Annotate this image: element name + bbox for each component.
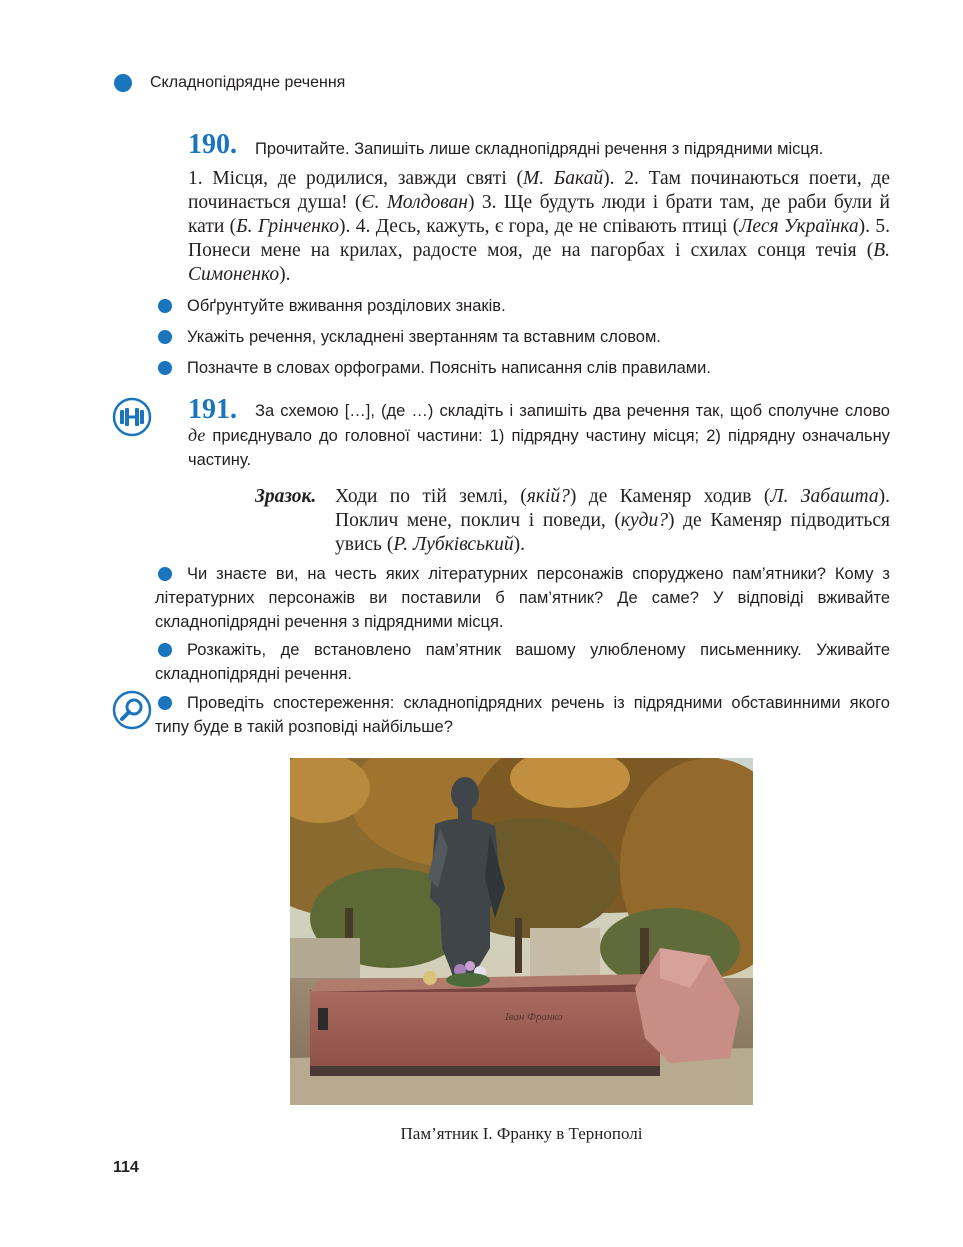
task-bullet-2: Укажіть речення, ускладнені звертанням та вставним словом. <box>187 328 661 346</box>
bullet-dot <box>158 361 172 375</box>
pedestal-signature: Іван Франко <box>505 1011 563 1023</box>
exercise-number-190: 190. <box>188 129 237 160</box>
figure-caption: Пам’ятник І. Франку в Тернополі <box>400 1124 643 1143</box>
author-name: Р. Лубківський <box>393 534 514 555</box>
bullet-dot <box>158 330 172 344</box>
section-marker-dot <box>114 74 132 92</box>
exercise-190-task: Прочитайте. Запишіть лише складнопідрядні речення з підрядними місця. <box>255 140 824 158</box>
exercise-191-task: За схемою […], (де …) складіть і запишіть два речення так, щоб сполучне слово де приєднувало до головної частини: 1) підрядну частину місця; 2) підрядну означальну частину. <box>188 402 890 469</box>
author-name: В. Симоненко <box>188 240 890 285</box>
author-name: Леся Українка <box>739 216 859 237</box>
task-bullet-1: Обґрунтуйте вживання розділових знаків. <box>187 297 506 315</box>
author-name: Л. Забашта <box>770 486 879 507</box>
question-3: Проведіть спостереження: складнопідрядних речень із підрядними обставинними якого типу буде в такій розповіді найбільше? <box>155 694 890 736</box>
task-bullet-3: Позначте в словах орфограми. Поясніть написання слів правилами. <box>187 359 711 377</box>
magnifier-icon <box>112 690 152 730</box>
conjunctive-word: де <box>188 425 206 445</box>
exercise-190-text: 1. Місця, де родилися, завжди святі (М. Бакай). 2. Там починаються поети, де починається душа! (Є. Молдован) 3. Ще будуть люди і брати там, де раби були й кати (Б. Грінченко). 4. Десь, кажуть, є гора, де не співають птиці (Леся Українка). 5. Понеси мене на крилах, радосте моя, де на пагорбах і схилах сонця течія (В. Симоненко). <box>188 168 890 285</box>
bullet-dot <box>158 299 172 313</box>
author-name: М. Бакай <box>522 168 604 189</box>
monument-photo <box>290 758 753 1105</box>
sample-sentences: Ходи по тій землі, (якій?) де Каменяр ходив (Л. Забашта). Поклич мене, поклич і поведи, (куди?) де Каменяр підводиться увись (Р. Лубківський). <box>335 486 890 555</box>
section-title: Складнопідрядне речення <box>150 74 346 91</box>
author-name: Є. Молдован <box>361 192 468 213</box>
sample-label: Зразок. <box>255 486 317 507</box>
dumbbell-icon <box>112 397 152 437</box>
question-2: Розкажіть, де встановлено пам’ятник вашому улюбленому письменнику. Уживайте складнопідрядні речення. <box>155 641 890 683</box>
author-name: Б. Грінченко <box>236 216 340 237</box>
question-1: Чи знаєте ви, на честь яких літературних персонажів споруджено пам’ятники? Кому з літературних персонажів ви поставили б пам’ятник? Де саме? У відповіді вживайте складнопідрядні речення з підрядними місця. <box>155 565 890 631</box>
page-number: 114 <box>113 1159 139 1176</box>
exercise-number-191: 191. <box>188 394 237 425</box>
